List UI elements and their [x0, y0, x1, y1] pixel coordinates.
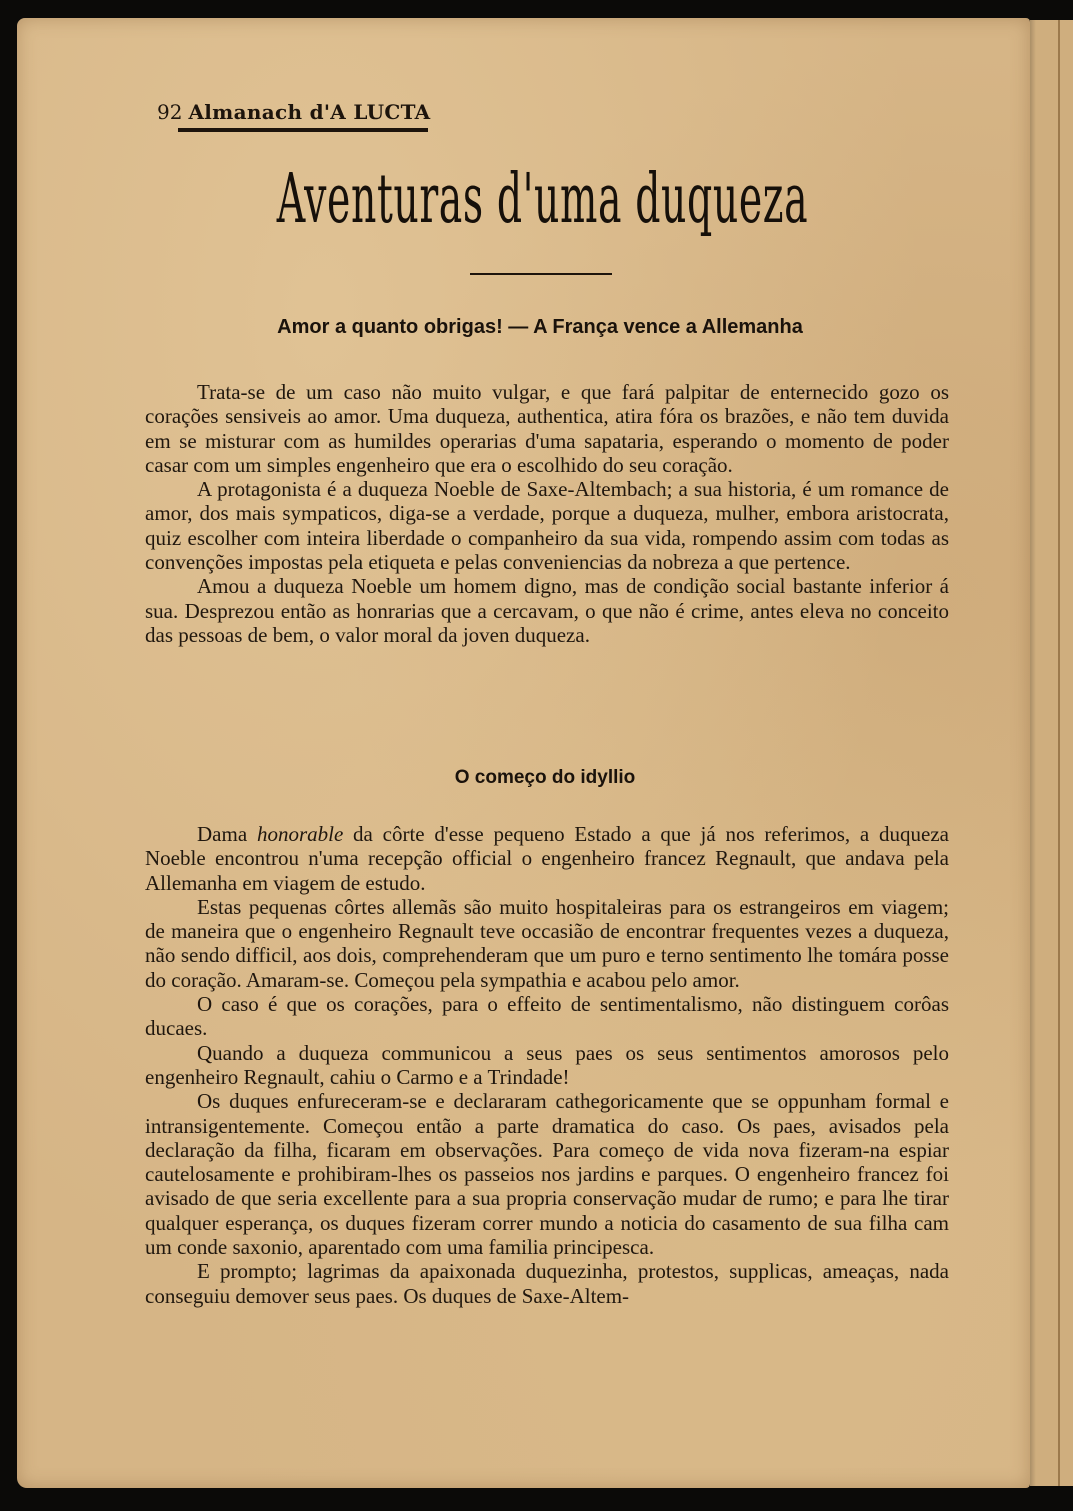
text-run: da côrte d'esse pequeno Estado a que já nos referimos, a duqueza Noeble encontrou n'uma recepção official o engenheiro francez Regnault, que andava pela Allemanha em viagem de estudo. [145, 822, 949, 895]
paragraph: O caso é que os corações, para o effeito de sentimentalismo, não distinguem corôas ducaes. [145, 992, 949, 1041]
paragraph: A protagonista é a duqueza Noeble de Saxe-Altembach; a sua historia, é um romance de amor, dos mais sympaticos, diga-se a verdade, porque a duqueza, mulher, embora aristocrata, quiz escolher com inteira liberdade o companheiro da sua vida, rompendo assim com todas as convenções impostas pela etiqueta e pelas conveniencias da nobreza a que pertence. [145, 477, 949, 575]
section-1-body [145, 380, 949, 647]
paragraph: Estas pequenas côrtes allemãs são muito hospitaleiras para os estrangeiros em viagem; de maneira que o engenheiro Regnault teve occasião de encontrar frequentes vezes a duqueza, não sendo difficil, aos dois, comprehenderam que um puro e terno sentimento lhe tomára posse do coração. Amaram-se. Começou pela sympathia e acabou pelo amor. [145, 894, 949, 992]
article-title: Aventuras d'uma duqueza [276, 160, 809, 239]
section-2-body [145, 822, 949, 1308]
page-fold-line [1058, 20, 1060, 1486]
running-head: Almanach d'A LUCTA [188, 100, 431, 124]
adjacent-page-edge [1030, 20, 1073, 1486]
paragraph: Amou a duqueza Noeble um homem digno, mas de condição social bastante inferior á sua. Desprezou então as honrarias que a cercavam, o que não é crime, antes eleva no conceito das pessoas de bem, o valor moral da joven duqueza. [145, 574, 949, 647]
page-number: 92 [157, 100, 183, 124]
section-heading: O começo do idyllio [454, 767, 636, 788]
paragraph: E prompto; lagrimas da apaixonada duquezinha, protestos, supplicas, ameaças, nada conseguiu demover seus paes. Os duques de Saxe-Altem- [145, 1259, 949, 1308]
text-run: Dama [197, 822, 257, 846]
paragraph: Quando a duqueza communicou a seus paes os seus sentimentos amorosos pelo engenheiro Regnault, cahiu o Carmo e a Trindade! [145, 1040, 949, 1089]
title-divider [470, 273, 612, 275]
paragraph: Trata-se de um caso não muito vulgar, e que fará palpitar de enternecido gozo os corações sensiveis ao amor. Uma duqueza, authentica, atira fóra os brazões, e não tem duvida em se misturar com as humildes operarias d'uma sapataria, esperando o momento de poder casar com um simples engenheiro que era o escolhido do seu coração. [145, 380, 949, 477]
article-subtitle: Amor a quanto obrigas! — A França vence a Allemanha [277, 316, 803, 338]
paragraph [145, 822, 949, 895]
italic-term: honorable [256, 822, 344, 846]
page-header [157, 100, 431, 124]
header-underline [178, 128, 428, 132]
paragraph: Os duques enfureceram-se e declararam cathegoricamente que se oppunham formal e intransigentemente. Começou então a parte dramatica do caso. Os paes, avisados pela declaração da filha, ficaram em observações. Para começo de vida nova fizeram-na espiar cautelosamente e prohibiram-lhes os passeios nos jardins e parques. O engenheiro francez foi avisado de que seria excellente para a sua propria conservação mudar de rumo; e para lhe tirar qualquer esperança, os duques fizeram correr mundo a noticia do casamento de sua filha cam um conde saxonio, aparentado com uma familia principesca. [145, 1089, 949, 1260]
